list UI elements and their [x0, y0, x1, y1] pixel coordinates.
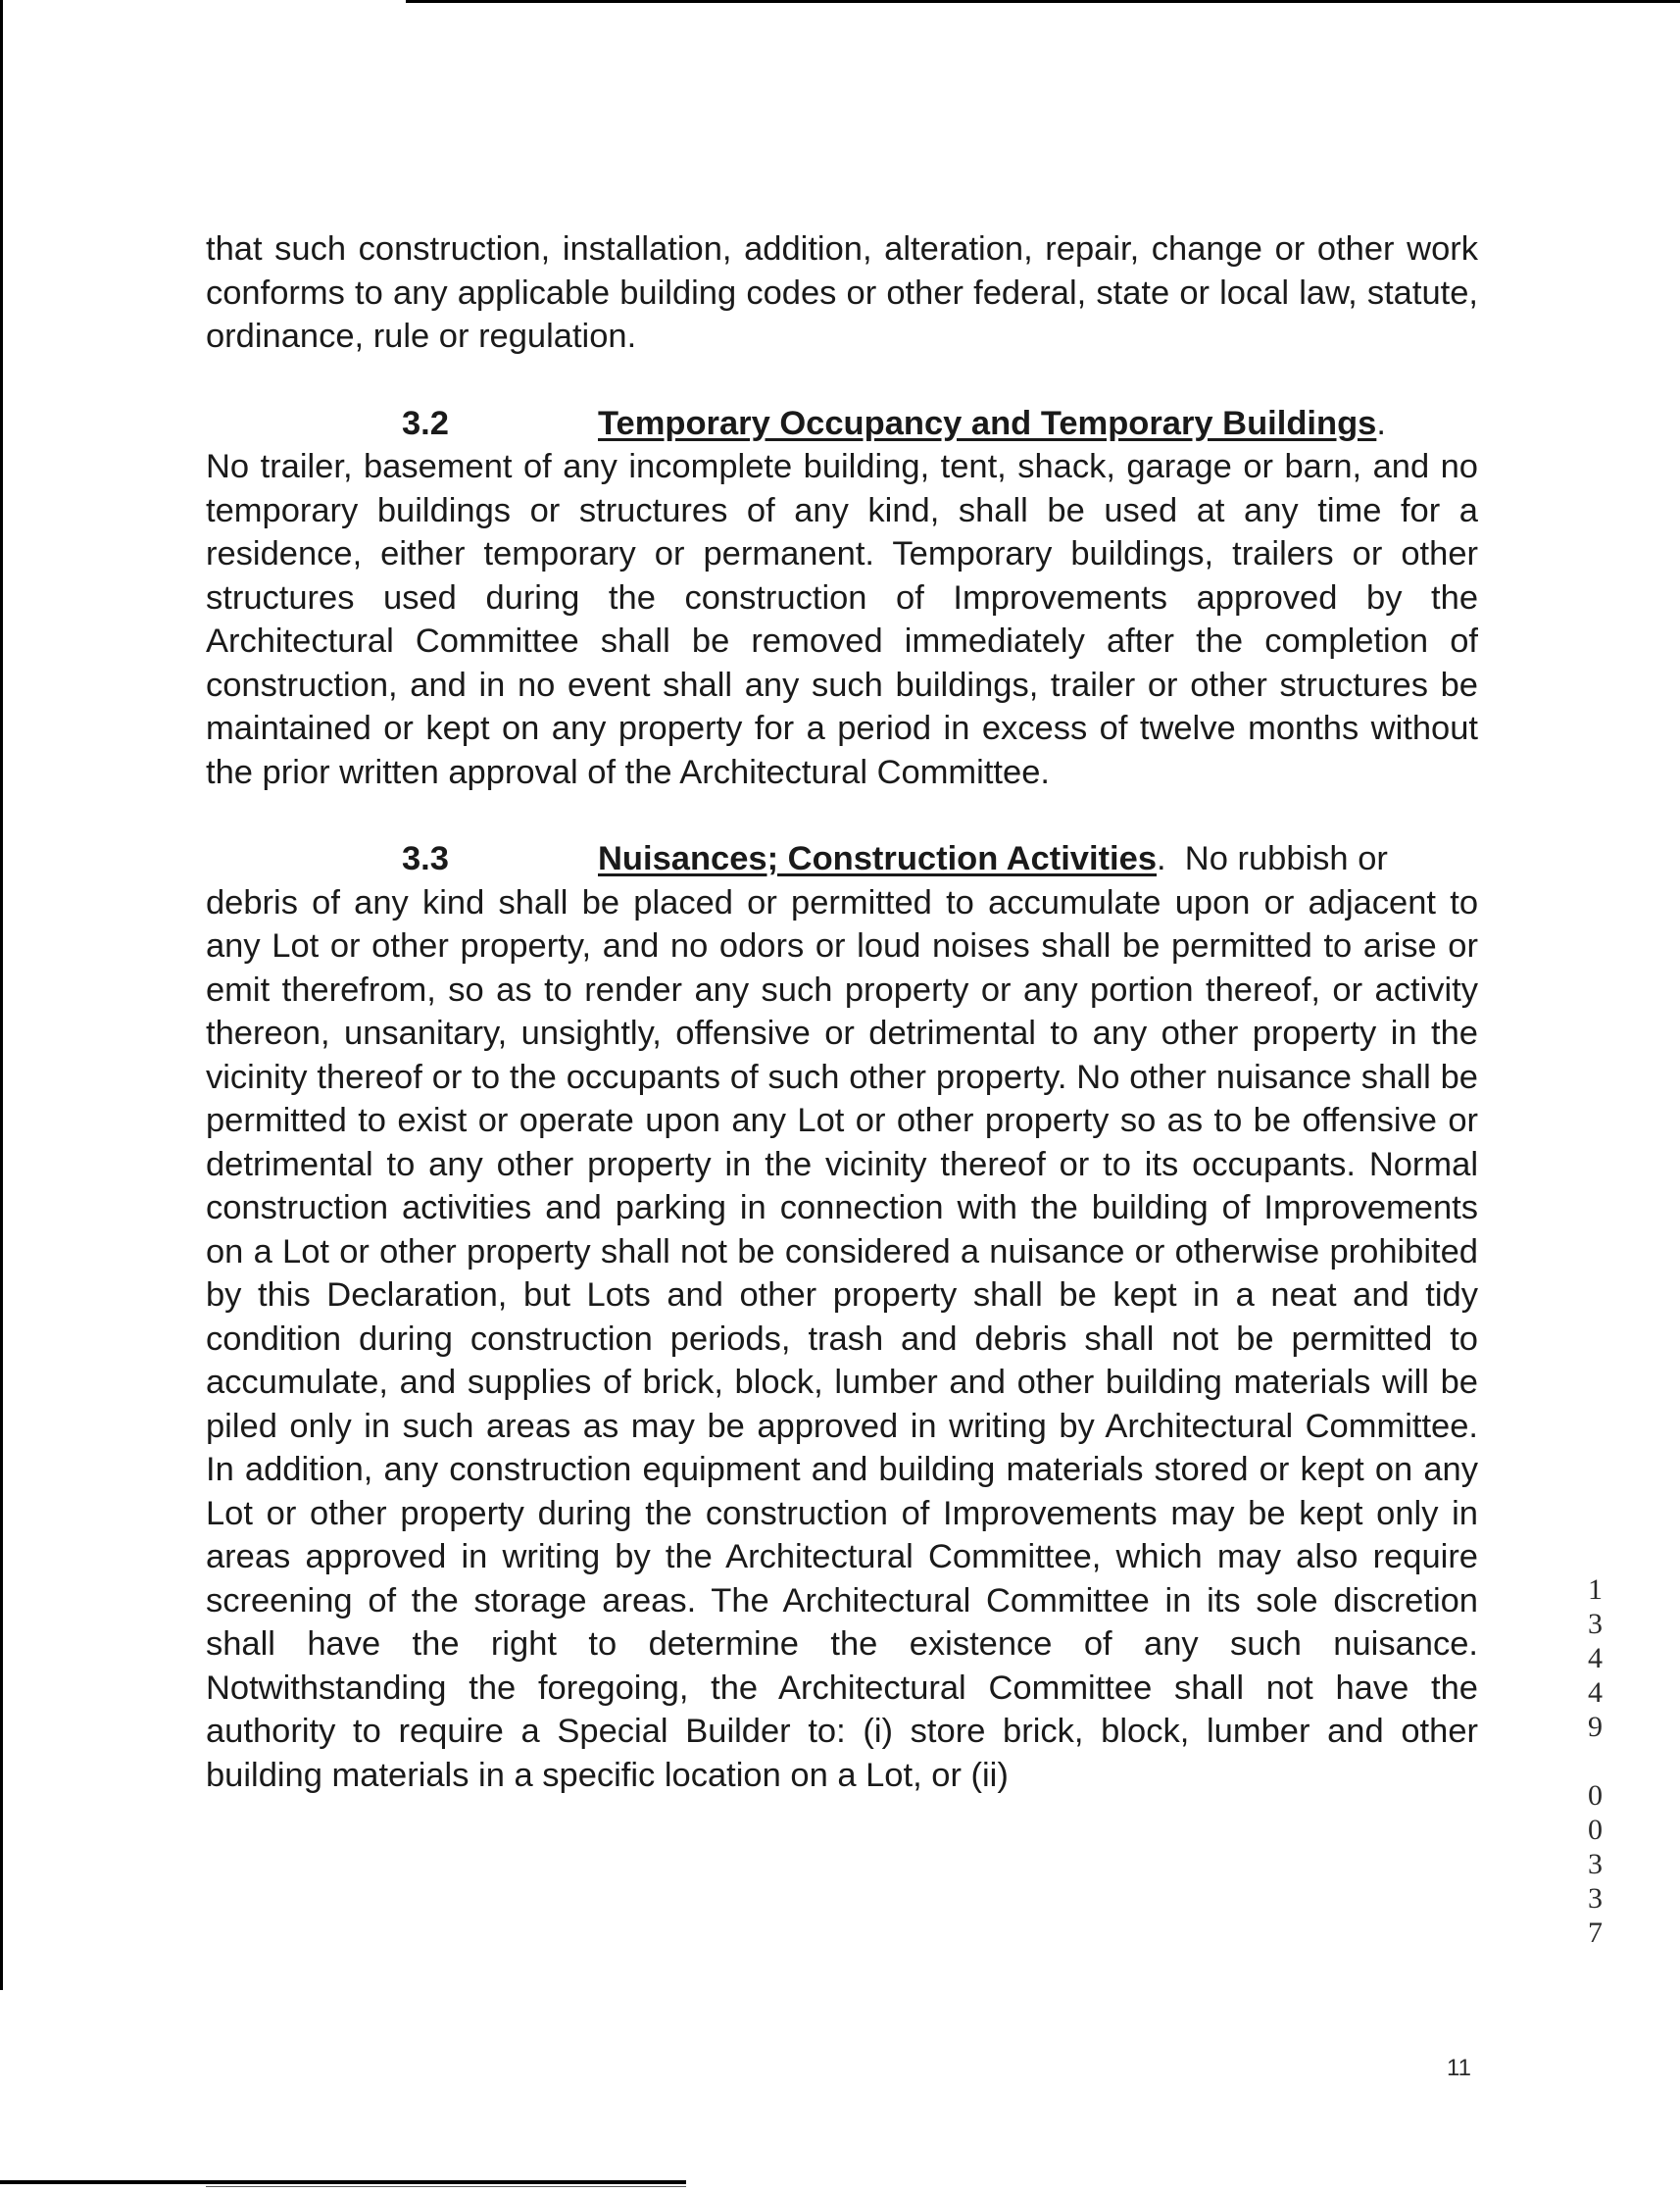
section-number: 3.2 [402, 404, 449, 442]
section-body: No trailer, basement of any incomplete building, tent, shack, garage or barn, and no temporary buildings or structures of any kind, shall be used at any time for a residence, either temporary or permanent. Temporary buildings, trailers or other structures used during the construction of Improvements approved by the Architectural Committee shall be removed immediately after the completion of construction, and in no event shall any such buildings, trailer or other structures be maintained or kept on any property for a period in excess of twelve months without the prior written approval of the Architectural Committee. [206, 448, 1478, 791]
section-title-trailer: . [1157, 840, 1166, 877]
section-3-2 [206, 402, 1478, 795]
section-3-3 [206, 837, 1478, 1797]
continuation-paragraph: that such construction, installation, addition, alteration, repair, change or other work conforms to any applicable building codes or other federal, state or local law, statute, ordinance, rule or regulation. [206, 230, 1478, 355]
scan-left-border [0, 0, 3, 1990]
recording-stamp: 13449 00337 [1579, 1573, 1611, 1951]
scan-top-border [406, 0, 1680, 3]
section-title-trailer: . [1376, 404, 1386, 442]
page-number: 11 [1447, 2055, 1471, 2081]
section-first-line-text: No rubbish or [1165, 840, 1388, 877]
section-number: 3.3 [402, 840, 449, 877]
section-heading [206, 402, 1478, 446]
section-title: Nuisances; Construction Activities [598, 840, 1158, 877]
section-title-wrap [598, 402, 1386, 446]
scan-bottom-border [0, 2180, 686, 2184]
document-body [206, 227, 1478, 1797]
section-title: Temporary Occupancy and Temporary Buildings [598, 404, 1377, 442]
section-title-wrap [598, 837, 1388, 881]
section-body: debris of any kind shall be placed or permitted to accumulate upon or adjacent to any Lot or other property, and no odors or loud noises shall be permitted to arise or emit therefrom, so as to render any such property or any portion thereof, or activity thereon, unsanitary, unsightly, offensive or detrimental to any other property in the vicinity thereof or to the occupants of such other property. No other nuisance shall be permitted to exist or operate upon any Lot or other property so as to be offensive or detrimental to any other property in the vicinity thereof or to its occupants. Normal construction activities and parking in connection with the building of Improvements on a Lot or other property shall not be considered a nuisance or otherwise prohibited by this Declaration, but Lots and other property shall be kept in a neat and tidy condition during construction periods, trash and debris shall not be permitted to accumulate, and supplies of brick, block, lumber and other building materials will be piled only in such areas as may be approved in writing by Architectural Committee. In addition, any construction equipment and building materials stored or kept on any Lot or other property during the construction of Improvements may be kept only in areas approved in writing by the Architectural Committee, which may also require screening of the storage areas. The Architectural Committee in its sole discretion shall have the right to determine the existence of any such nuisance. Notwithstanding the foregoing, the Architectural Committee shall not have the authority to require a Special Builder to: (i) store brick, block, lumber and other building materials in a specific location on a Lot, or (ii) [206, 883, 1478, 1794]
section-heading [206, 837, 1478, 881]
scan-bottom-dash [206, 2186, 686, 2187]
